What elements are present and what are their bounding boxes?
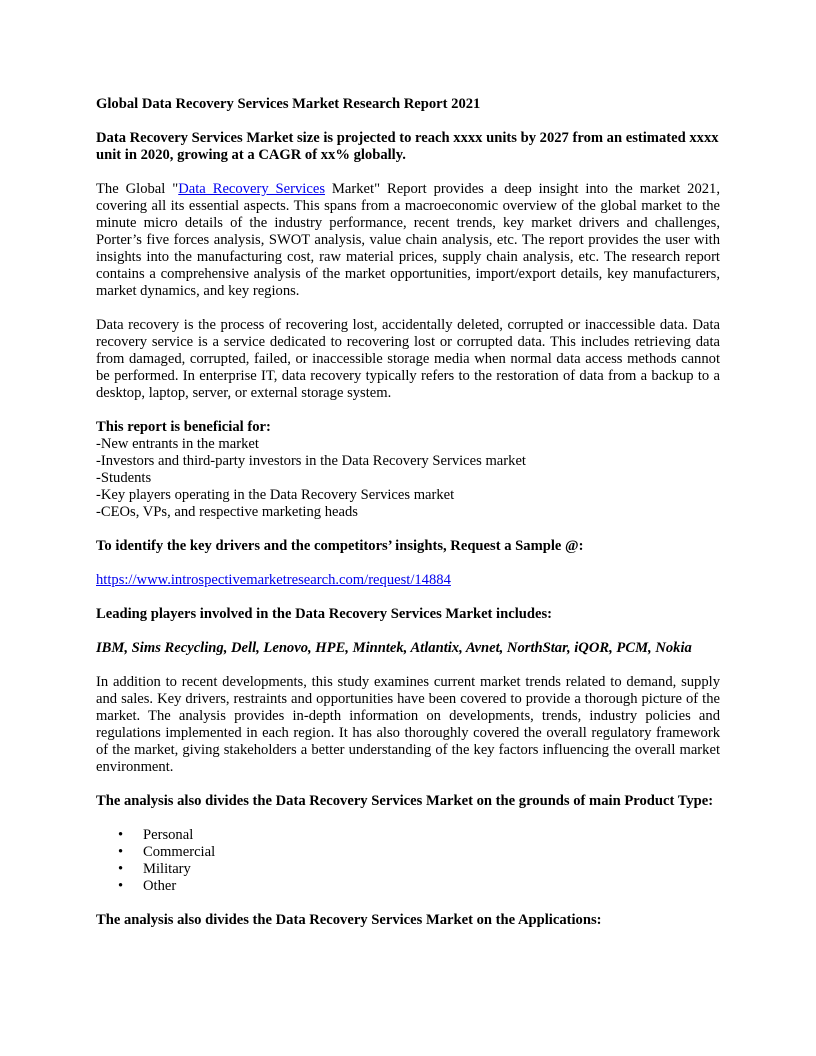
- beneficial-item: -Key players operating in the Data Recovery Services market: [96, 487, 455, 503]
- applications-heading: The analysis also divides the Data Recovery Services Market on the Applications:: [96, 912, 602, 928]
- product-type-item: • Personal: [143, 827, 720, 844]
- data-recovery-services-link[interactable]: Data Recovery Services: [178, 181, 325, 197]
- document-page: [96, 96, 720, 929]
- sample-request-line: [96, 572, 720, 589]
- beneficial-list: [96, 436, 720, 521]
- intro-after: Market" Report provides a deep insight into the market 2021, covering all its essential aspects. This spans from a macroeconomic overview of the global market to the minute micro details of the industry performance, recent trends, key market drivers and challenges, Porter’s five forces analysis, SWOT analysis, value chain analysis, etc. The report provides the user with insights into the manufacturing cost, raw material prices, supply chain analysis, etc. The research report contains a comprehensive analysis of the market opportunities, import/export details, key manufacturers, market dynamics, and key regions.: [96, 181, 720, 299]
- beneficial-item: -Students: [96, 470, 152, 486]
- report-title: Global Data Recovery Services Market Research Report 2021: [96, 96, 481, 112]
- players-heading: Leading players involved in the Data Recovery Services Market includes:: [96, 606, 553, 622]
- product-type-item: • Military: [143, 861, 720, 878]
- intro-before: The Global ": [96, 181, 179, 197]
- product-type-item: • Commercial: [143, 844, 720, 861]
- product-type-item: • Other: [143, 878, 720, 895]
- sample-request-link[interactable]: https://www.introspectivemarketresearch.com/request/14884: [96, 572, 451, 588]
- trends-paragraph: In addition to recent developments, this study examines current market trends related to demand, supply and sales. Key drivers, restraints and opportunities have been covered to provide a thorough picture of the market. The analysis provides in-depth information on developments, trends, industry policies and regulations implemented in each region. It has also thoroughly covered the overall regulatory framework of the market, giving stakeholders a better understanding of the key factors influencing the overall market environment.: [96, 674, 720, 775]
- product-type-list: [96, 827, 720, 895]
- intro-paragraph: [96, 181, 720, 300]
- market-size-lead: Data Recovery Services Market size is projected to reach xxxx units by 2027 from an estimated xxxx unit in 2020, growing at a CAGR of xx% globally.: [96, 130, 719, 163]
- product-type-heading: The analysis also divides the Data Recovery Services Market on the grounds of main Product Type:: [96, 793, 714, 809]
- beneficial-heading: This report is beneficial for:: [96, 419, 271, 435]
- sample-request-heading: To identify the key drivers and the competitors’ insights, Request a Sample @:: [96, 538, 584, 554]
- definition-paragraph: Data recovery is the process of recovering lost, accidentally deleted, corrupted or inaccessible data. Data recovery service is a service dedicated to recovering lost or corrupted data. This includes retrieving data from damaged, corrupted, failed, or inaccessible storage media when normal data access methods cannot be performed. In enterprise IT, data recovery typically refers to the restoration of data from a backup to a desktop, laptop, server, or external storage system.: [96, 317, 720, 401]
- beneficial-item: -New entrants in the market: [96, 436, 259, 452]
- beneficial-item: -Investors and third-party investors in the Data Recovery Services market: [96, 453, 526, 469]
- players-list: IBM, Sims Recycling, Dell, Lenovo, HPE, Minntek, Atlantix, Avnet, NorthStar, iQOR, PCM, Nokia: [96, 640, 692, 656]
- beneficial-item: -CEOs, VPs, and respective marketing heads: [96, 504, 358, 520]
